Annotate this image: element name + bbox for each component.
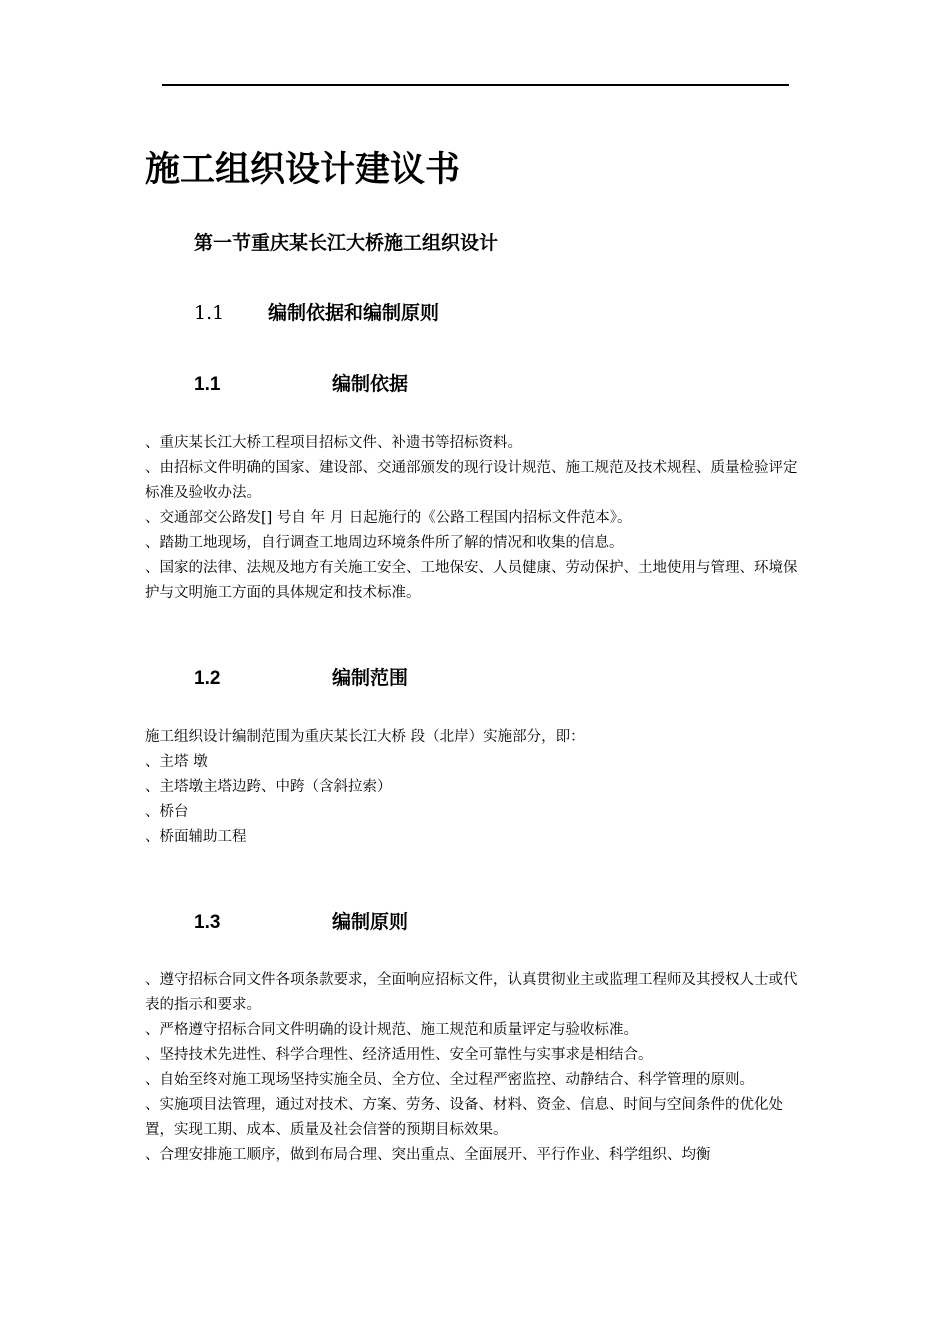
list-item: 、重庆某长江大桥工程项目招标文件、补遗书等招标资料。 xyxy=(145,435,522,451)
document-title: 施工组织设计建议书 xyxy=(145,150,461,190)
heading-text: 编制依据和编制原则 xyxy=(268,302,440,324)
heading-number: 1.1 xyxy=(194,302,225,324)
subheading-1-1 xyxy=(194,370,408,399)
subheading-text: 编制原则 xyxy=(332,911,409,933)
list-item: 、桥面辅助工程 xyxy=(145,829,247,845)
basis-list xyxy=(145,431,810,606)
list-item: 、主塔墩主塔边跨、中跨（含斜拉索） xyxy=(145,779,392,795)
list-item: 、实施项目法管理，通过对技术、方案、劳务、设备、材料、资金、信息、时间与空间条件的优化处置，实现工期、成本、质量及社会信誉的预期目标效果。 xyxy=(145,1097,783,1138)
list-item: 、合理安排施工顺序，做到布局合理、突出重点、全面展开、平行作业、科学组织、均衡 xyxy=(145,1147,711,1163)
section-heading: 第一节重庆某长江大桥施工组织设计 xyxy=(194,232,499,254)
list-item: 施工组织设计编制范围为重庆某长江大桥 段（北岸）实施部分，即： xyxy=(145,729,585,745)
list-item: 、交通部交公路发[] 号自 年 月 日起施行的《公路工程国内招标文件范本》。 xyxy=(145,510,632,526)
heading-1-1 xyxy=(194,299,439,327)
list-item: 、遵守招标合同文件各项条款要求，全面响应招标文件，认真贯彻业主或监理工程师及其授权人士或代表的指示和要求。 xyxy=(145,972,798,1013)
subheading-number: 1.2 xyxy=(194,668,221,689)
subheading-text: 编制范围 xyxy=(332,667,409,689)
list-item: 、由招标文件明确的国家、建设部、交通部颁发的现行设计规范、施工规范及技术规程、质量检验评定标准及验收办法。 xyxy=(145,460,798,501)
list-item: 、主塔 墩 xyxy=(145,754,208,770)
header-rule xyxy=(162,84,789,86)
subheading-number: 1.3 xyxy=(194,912,221,933)
list-item: 、国家的法律、法规及地方有关施工安全、工地保安、人员健康、劳动保护、土地使用与管理、环境保护与文明施工方面的具体规定和技术标准。 xyxy=(145,560,798,601)
subheading-text: 编制依据 xyxy=(332,373,409,395)
principles-list xyxy=(145,968,810,1168)
subheading-1-2 xyxy=(194,664,408,693)
subheading-number: 1.1 xyxy=(194,374,221,395)
scope-list xyxy=(145,725,810,850)
list-item: 、自始至终对施工现场坚持实施全员、全方位、全过程严密监控、动静结合、科学管理的原则。 xyxy=(145,1072,754,1088)
subheading-1-3 xyxy=(194,908,408,937)
list-item: 、严格遵守招标合同文件明确的设计规范、施工规范和质量评定与验收标准。 xyxy=(145,1022,638,1038)
list-item: 、坚持技术先进性、科学合理性、经济适用性、安全可靠性与实事求是相结合。 xyxy=(145,1047,653,1063)
list-item: 、踏勘工地现场，自行调查工地周边环境条件所了解的情况和收集的信息。 xyxy=(145,535,624,551)
list-item: 、桥台 xyxy=(145,804,189,820)
